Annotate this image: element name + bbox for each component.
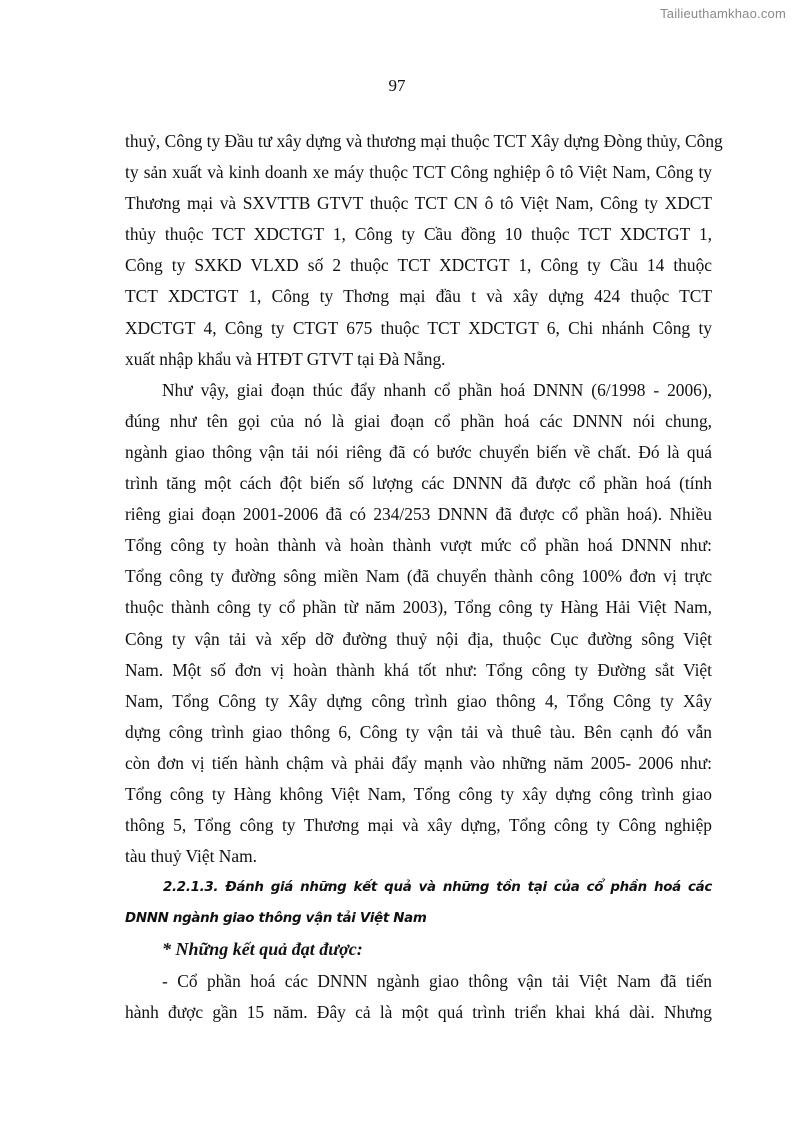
text-line: XDCTGT 4, Công ty CTGT 675 thuộc TCT XDCTGT 6, Chi nhánh Công ty <box>125 317 712 338</box>
section-heading-line: DNNN ngành giao thông vận tải Việt Nam <box>125 911 427 927</box>
text-line: ngành giao thông vận tải nói riêng đã có bước chuyển biến về chất. Đó là quá <box>125 441 712 462</box>
text-line: - Cổ phần hoá các DNNN ngành giao thông vận tải Việt Nam đã tiến <box>162 970 712 991</box>
text-line: thủy thuộc TCT XDCTGT 1, Công ty Cầu đồng 10 thuộc TCT XDCTGT 1, <box>125 224 712 245</box>
watermark-text: Tailieuthamkhao.com <box>660 6 786 21</box>
text-line: Nam, Tổng Công ty Xây dựng công trình giao thông 4, Tổng Công ty Xây <box>125 690 712 711</box>
subheading-text: * Những kết quả đạt được: <box>162 939 363 960</box>
section-heading-line: 2.2.1.3. Đánh giá những kết quả và những tồn tại của cổ phần hoá các <box>163 880 712 896</box>
subheading <box>125 934 712 965</box>
text-line: Nam. Một số đơn vị hoàn thành khá tốt như: Tổng công ty Đường sắt Việt <box>125 659 712 680</box>
page-number: 97 <box>388 76 406 95</box>
text-line: Thương mại và SXVTTB GTVT thuộc TCT CN ô tô Việt Nam, Công ty XDCT <box>125 193 712 214</box>
text-line: xuất nhập khẩu và HTĐT GTVT tại Đà Nẵng. <box>125 348 446 369</box>
text-line: Tổng công ty Hàng không Việt Nam, Tổng công ty xây dựng công trình giao <box>125 783 712 804</box>
text-line: TCT XDCTGT 1, Công ty Thơng mại đầu t và xây dựng 424 thuộc TCT <box>125 286 712 307</box>
text-line: dựng công trình giao thông 6, Công ty vận tải và thuê tàu. Bên cạnh đó vẫn <box>125 721 712 742</box>
paragraph-results <box>125 966 712 1028</box>
paragraph-summary <box>125 375 712 873</box>
text-line: đúng như tên gọi của nó là giai đoạn cổ phần hoá các DNNN nói chung, <box>125 410 712 431</box>
text-line: Tổng công ty hoàn thành và hoàn thành vượt mức cổ phần hoá DNNN như: <box>125 535 712 556</box>
text-line: thông 5, Tổng công ty Thương mại và xây dựng, Tổng công ty Công nghiệp <box>125 815 712 836</box>
text-line: ty sản xuất và kinh doanh xe máy thuộc TCT Công nghiệp ô tô Việt Nam, Công ty <box>125 162 712 183</box>
text-line: tàu thuỷ Việt Nam. <box>125 846 257 867</box>
text-line: Như vậy, giai đoạn thúc đẩy nhanh cổ phần hoá DNNN (6/1998 - 2006), <box>162 379 712 400</box>
text-line: Công ty vận tải và xếp dỡ đường thuỷ nội địa, thuộc Cục đường sông Việt <box>125 628 712 649</box>
text-line: thuộc thành công ty cổ phần từ năm 2003), Tổng công ty Hàng Hải Việt Nam, <box>125 597 712 618</box>
text-line: riêng giai đoạn 2001-2006 đã có 234/253 DNNN đã được cổ phần hoá). Nhiều <box>125 504 712 525</box>
paragraph-continuation <box>125 126 723 375</box>
text-line: Tổng công ty đường sông miền Nam (đã chuyển thành công 100% đơn vị trực <box>125 566 712 587</box>
text-line: Công ty SXKD VLXD số 2 thuộc TCT XDCTGT 1, Công ty Cầu 14 thuộc <box>125 255 712 276</box>
document-body <box>125 126 723 1028</box>
section-heading <box>125 872 712 934</box>
text-line: trình tăng một cách đột biến số lượng các DNNN đã được cổ phần hoá (tính <box>125 473 712 494</box>
text-line: thuỷ, Công ty Đầu tư xây dựng và thương mại thuộc TCT Xây dựng Đòng thủy, Công <box>125 131 723 151</box>
text-line: hành được gần 15 năm. Đây cả là một quá trình triển khai khá dài. Nhưng <box>125 1001 712 1022</box>
text-line: còn đơn vị tiến hành chậm và phải đẩy mạnh vào những năm 2005- 2006 như: <box>125 752 712 773</box>
